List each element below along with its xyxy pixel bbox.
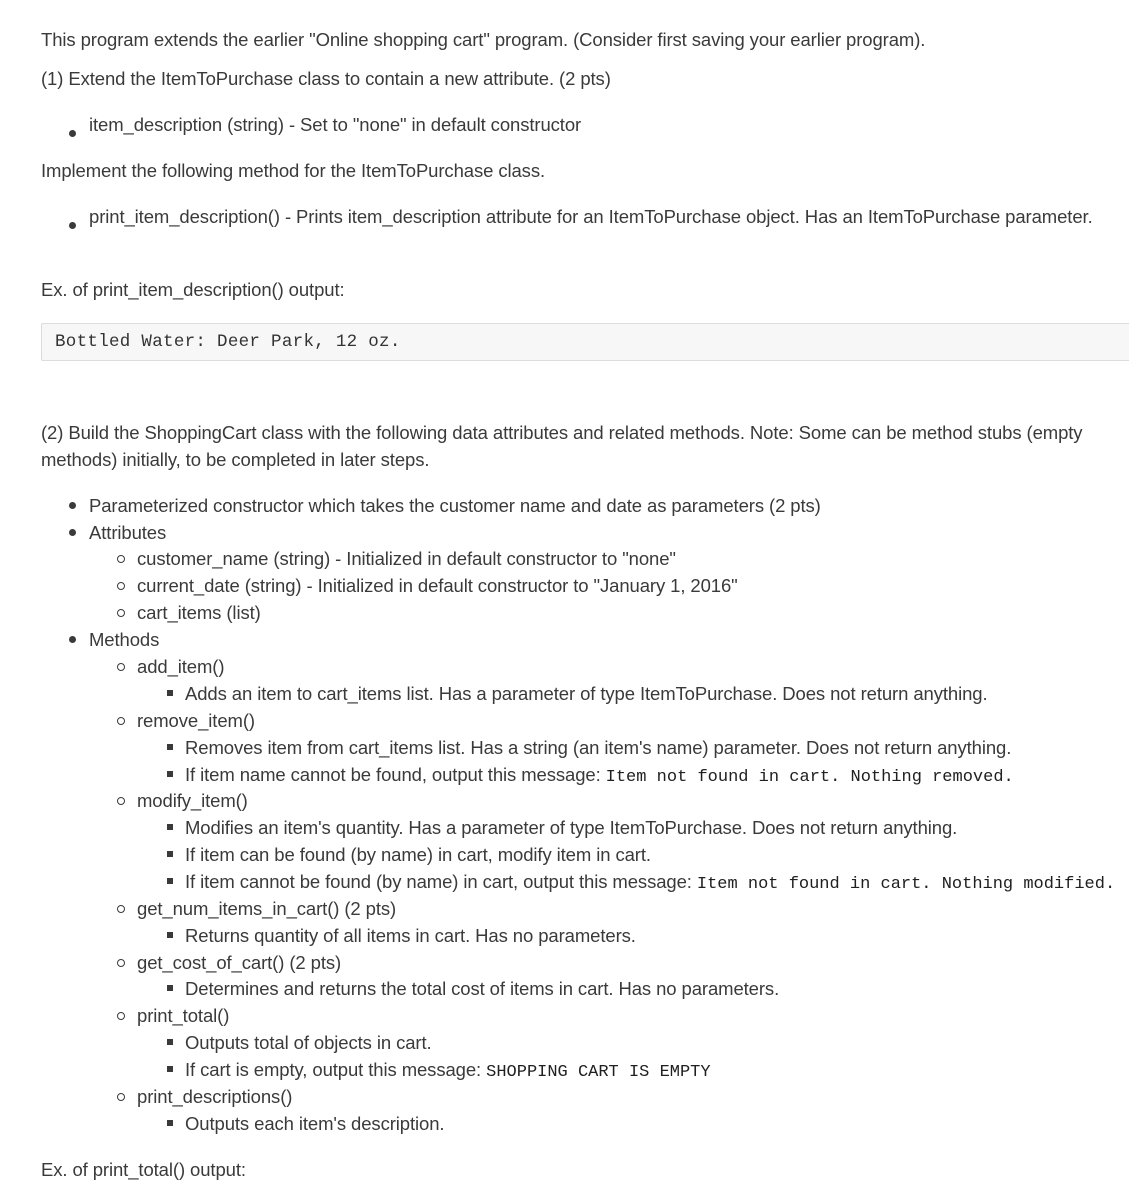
example1-output-box — [41, 323, 1129, 361]
step2-heading-line1: (2) Build the ShoppingCart class with the following data attributes and related methods. Note: Some can be method stubs (empty — [41, 422, 1083, 443]
intro-text: This program extends the earlier "Online shopping cart" program. (Consider first saving your earlier program). — [41, 29, 926, 50]
attributes-label: Attributes — [89, 522, 167, 543]
get-num-items-detail: Returns quantity of all items in cart. Has no parameters. — [185, 925, 636, 946]
modify-item-detail-1: Modifies an item's quantity. Has a parameter of type ItemToPurchase. Does not return anything. — [185, 817, 958, 838]
add-item-detail: Adds an item to cart_items list. Has a parameter of type ItemToPurchase. Does not return anything. — [185, 683, 988, 704]
example1-output: Bottled Water: Deer Park, 12 oz. — [55, 332, 401, 352]
step2-heading-line2: methods) initially, to be completed in later steps. — [41, 449, 430, 470]
method-get-cost: get_cost_of_cart() (2 pts) — [137, 952, 342, 973]
implement-text: Implement the following method for the ItemToPurchase class. — [41, 160, 546, 181]
remove-item-detail-1: Removes item from cart_items list. Has a string (an item's name) parameter. Does not return anything. — [185, 737, 1012, 758]
example1-label: Ex. of print_item_description() output: — [41, 279, 345, 300]
modify-item-detail-2: If item can be found (by name) in cart, modify item in cart. — [185, 844, 651, 865]
example2-label: Ex. of print_total() output: — [41, 1159, 246, 1180]
step1-heading: (1) Extend the ItemToPurchase class to contain a new attribute. (2 pts) — [41, 68, 611, 89]
print-total-message: SHOPPING CART IS EMPTY — [486, 1063, 711, 1082]
get-cost-detail: Determines and returns the total cost of items in cart. Has no parameters. — [185, 978, 780, 999]
modify-item-message: Item not found in cart. Nothing modified. — [696, 875, 1116, 894]
methods-label: Methods — [89, 629, 160, 650]
method-get-num-items: get_num_items_in_cart() (2 pts) — [137, 898, 397, 919]
modify-item-detail-3: If item cannot be found (by name) in cart, output this message: Item not found in cart. Nothing modified. — [185, 871, 1116, 894]
attribute-cart-items: cart_items (list) — [137, 602, 261, 623]
constructor-item: Parameterized constructor which takes the customer name and date as parameters (2 pts) — [89, 495, 821, 516]
print-total-detail-2: If cart is empty, output this message: SHOPPING CART IS EMPTY — [185, 1059, 711, 1082]
attribute-customer-name: customer_name (string) - Initialized in default constructor to "none" — [137, 548, 676, 569]
method-add-item: add_item() — [137, 656, 225, 677]
method-print-descriptions: print_descriptions() — [137, 1086, 293, 1107]
remove-item-detail-2: If item name cannot be found, output this message: Item not found in cart. Nothing removed. — [185, 764, 1014, 787]
method-modify-item: modify_item() — [137, 790, 248, 811]
method-remove-item: remove_item() — [137, 710, 255, 731]
method-print-total: print_total() — [137, 1005, 230, 1026]
print-total-detail-1: Outputs total of objects in cart. — [185, 1032, 432, 1053]
method-print-item-description: print_item_description() - Prints item_description attribute for an ItemToPurchase object. Has an ItemToPurchase parameter. — [89, 206, 1093, 227]
attribute-current-date: current_date (string) - Initialized in default constructor to "January 1, 2016" — [137, 575, 738, 596]
remove-item-message: Item not found in cart. Nothing removed. — [605, 768, 1014, 787]
attribute-item-description: item_description (string) - Set to "none" in default constructor — [89, 114, 582, 135]
print-descriptions-detail: Outputs each item's description. — [185, 1113, 445, 1134]
